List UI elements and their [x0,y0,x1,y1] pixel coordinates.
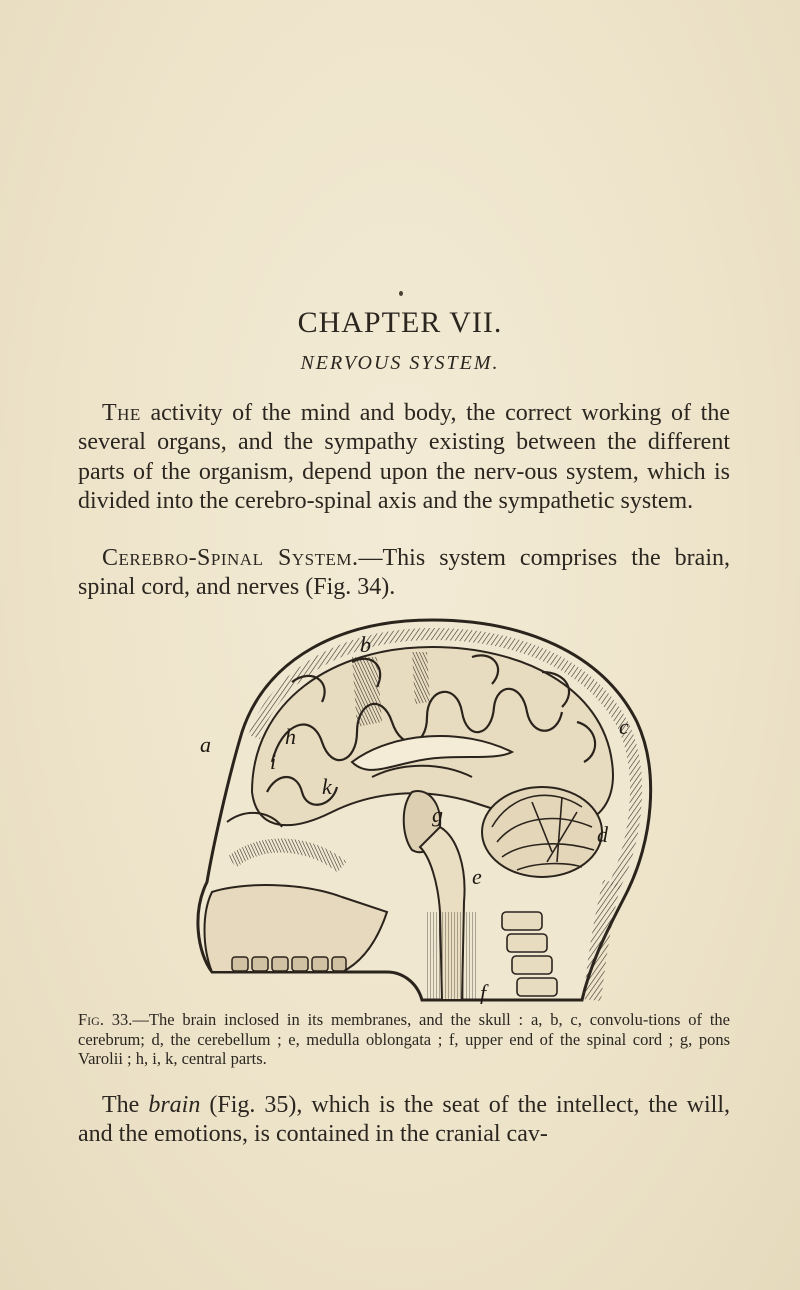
label-b: b [360,632,371,657]
label-d: d [597,822,608,847]
label-h: h [285,724,296,749]
paragraph-brain [78,1091,730,1150]
figure-caption-text: —The brain inclosed in its membranes, and the skull : a, b, c, convolu-tions of the cerebrum; d, the cerebellum ; e, medulla oblongata ; f, upper end of the spinal cord ; g, pons Varolii ; h, i, k, central parts. [78,1010,731,1068]
label-c: c [619,714,629,739]
paragraph-brain-text: (Fig. 35), which is the seat of the intellect, the will, and the emotions, is contained in the cranial cav- [78,1092,731,1148]
brain-skull-illustration [172,612,662,1004]
section-title: NERVOUS SYSTEM. [300,352,500,374]
paragraph-intro-lead: The [102,400,141,426]
paragraph-brain-italic: brain [148,1092,201,1118]
paragraph-cerebro-spinal [78,544,730,603]
figure-number: Fig. 33. [78,1010,133,1029]
label-g: g [432,802,443,827]
paragraph-intro [78,399,730,516]
paragraph-intro-text: activity of the mind and body, the correct working of the several organs, and the sympathy existing between the different parts of the organism, depend upon the nerv-ous system, which is divided into the cerebro-spinal axis and the sympathetic system. [78,400,730,514]
figure-caption [78,1010,730,1069]
paragraph-brain-lead: The [102,1092,149,1118]
chapter-title: CHAPTER VII. [297,306,503,339]
paragraph-cerebro-spinal-text: —This system comprises the brain, spinal cord, and nerves (Fig. 34). [78,545,730,601]
label-a: a [200,732,211,757]
label-k: k [322,774,332,799]
paragraph-cerebro-spinal-lead: Cerebro-Spinal System. [102,545,359,571]
label-f: f [480,980,487,1004]
label-i: i [270,749,277,774]
ink-speck [399,291,403,296]
label-e: e [472,864,482,889]
